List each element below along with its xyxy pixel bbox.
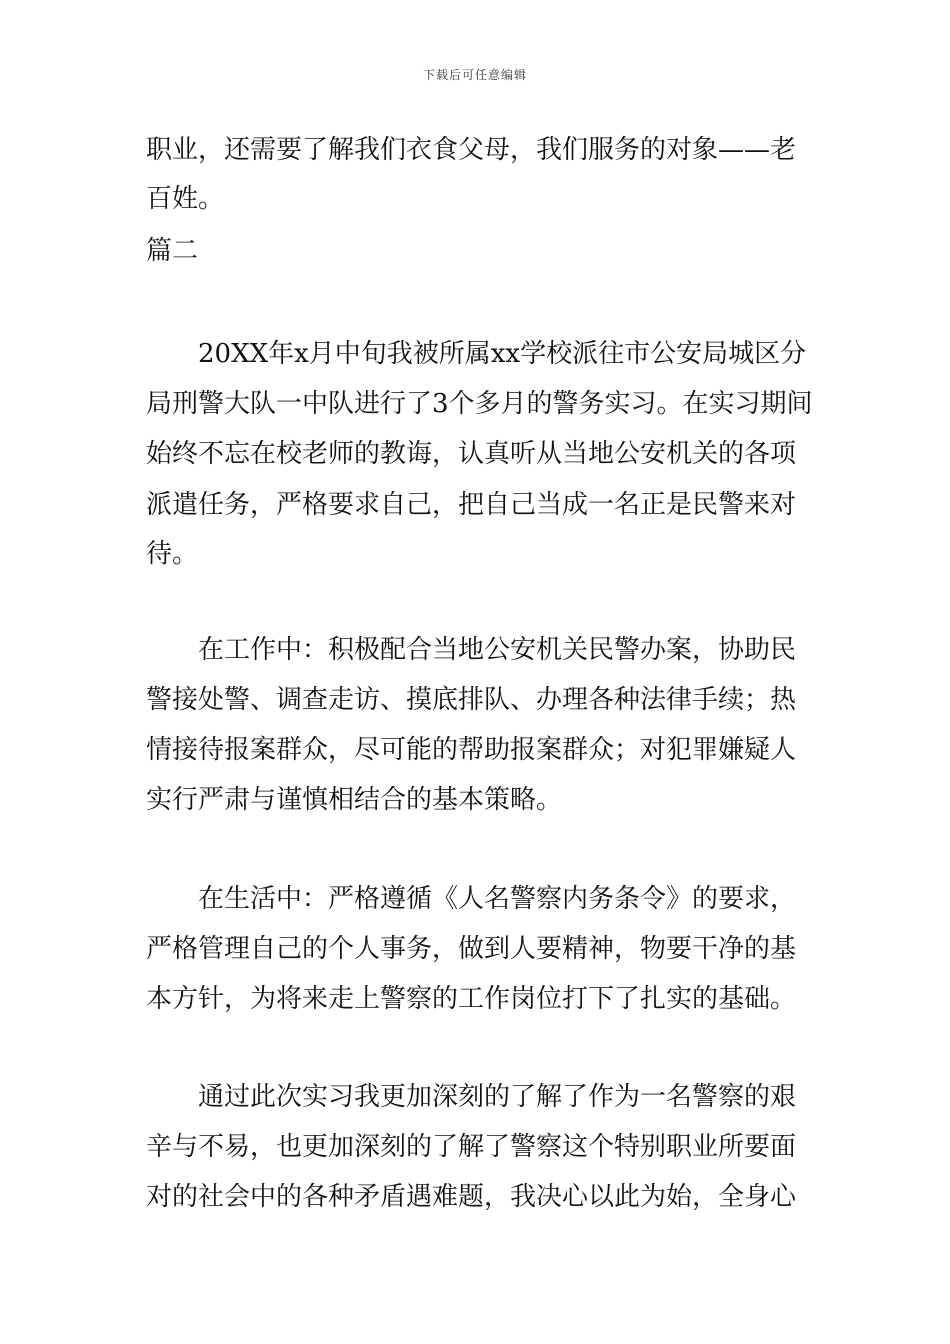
text-line: 严格管理自己的个人事务，做到人要精神，物要干净的基 xyxy=(146,934,797,964)
text-line: 警接处警、调查走访、摸底排队、办理各种法律手续；热 xyxy=(146,685,797,715)
section-heading: 篇二 xyxy=(146,236,199,266)
text-line: 本方针，为将来走上警察的工作岗位打下了扎实的基础。 xyxy=(146,984,797,1014)
text-line: 派遣任务，严格要求自己，把自己当成一名正是民警来对 xyxy=(146,490,797,520)
text-line: 在生活中：严格遵循《人名警察内务条令》的要求， xyxy=(198,884,797,914)
text-line: 局刑警大队一中队进行了3个多月的警务实习。在实习期间 xyxy=(146,389,813,419)
header-note: 下载后可任意编辑 xyxy=(422,68,527,82)
text-line: 通过此次实习我更加深刻的了解了作为一名警察的艰 xyxy=(198,1082,797,1112)
text-line: 20XX年x月中旬我被所属xx学校派往市公安局城区分 xyxy=(198,339,807,369)
text-line: 对的社会中的各种矛盾遇难题，我决心以此为始，全身心 xyxy=(146,1182,797,1212)
text-line: 待。 xyxy=(146,539,199,569)
text-line: 百姓。 xyxy=(146,184,225,214)
text-line: 辛与不易，也更加深刻的了解了警察这个特别职业所要面 xyxy=(146,1132,797,1162)
text-line: 实行严肃与谨慎相结合的基本策略。 xyxy=(146,785,563,815)
text-line: 情接待报案群众，尽可能的帮助报案群众；对犯罪嫌疑人 xyxy=(146,735,797,765)
text-line: 始终不忘在校老师的教诲，认真听从当地公安机关的各项 xyxy=(146,439,797,469)
text-line: 在工作中：积极配合当地公安机关民警办案，协助民 xyxy=(198,635,797,665)
text-line: 职业，还需要了解我们衣食父母，我们服务的对象——老 xyxy=(146,135,797,165)
